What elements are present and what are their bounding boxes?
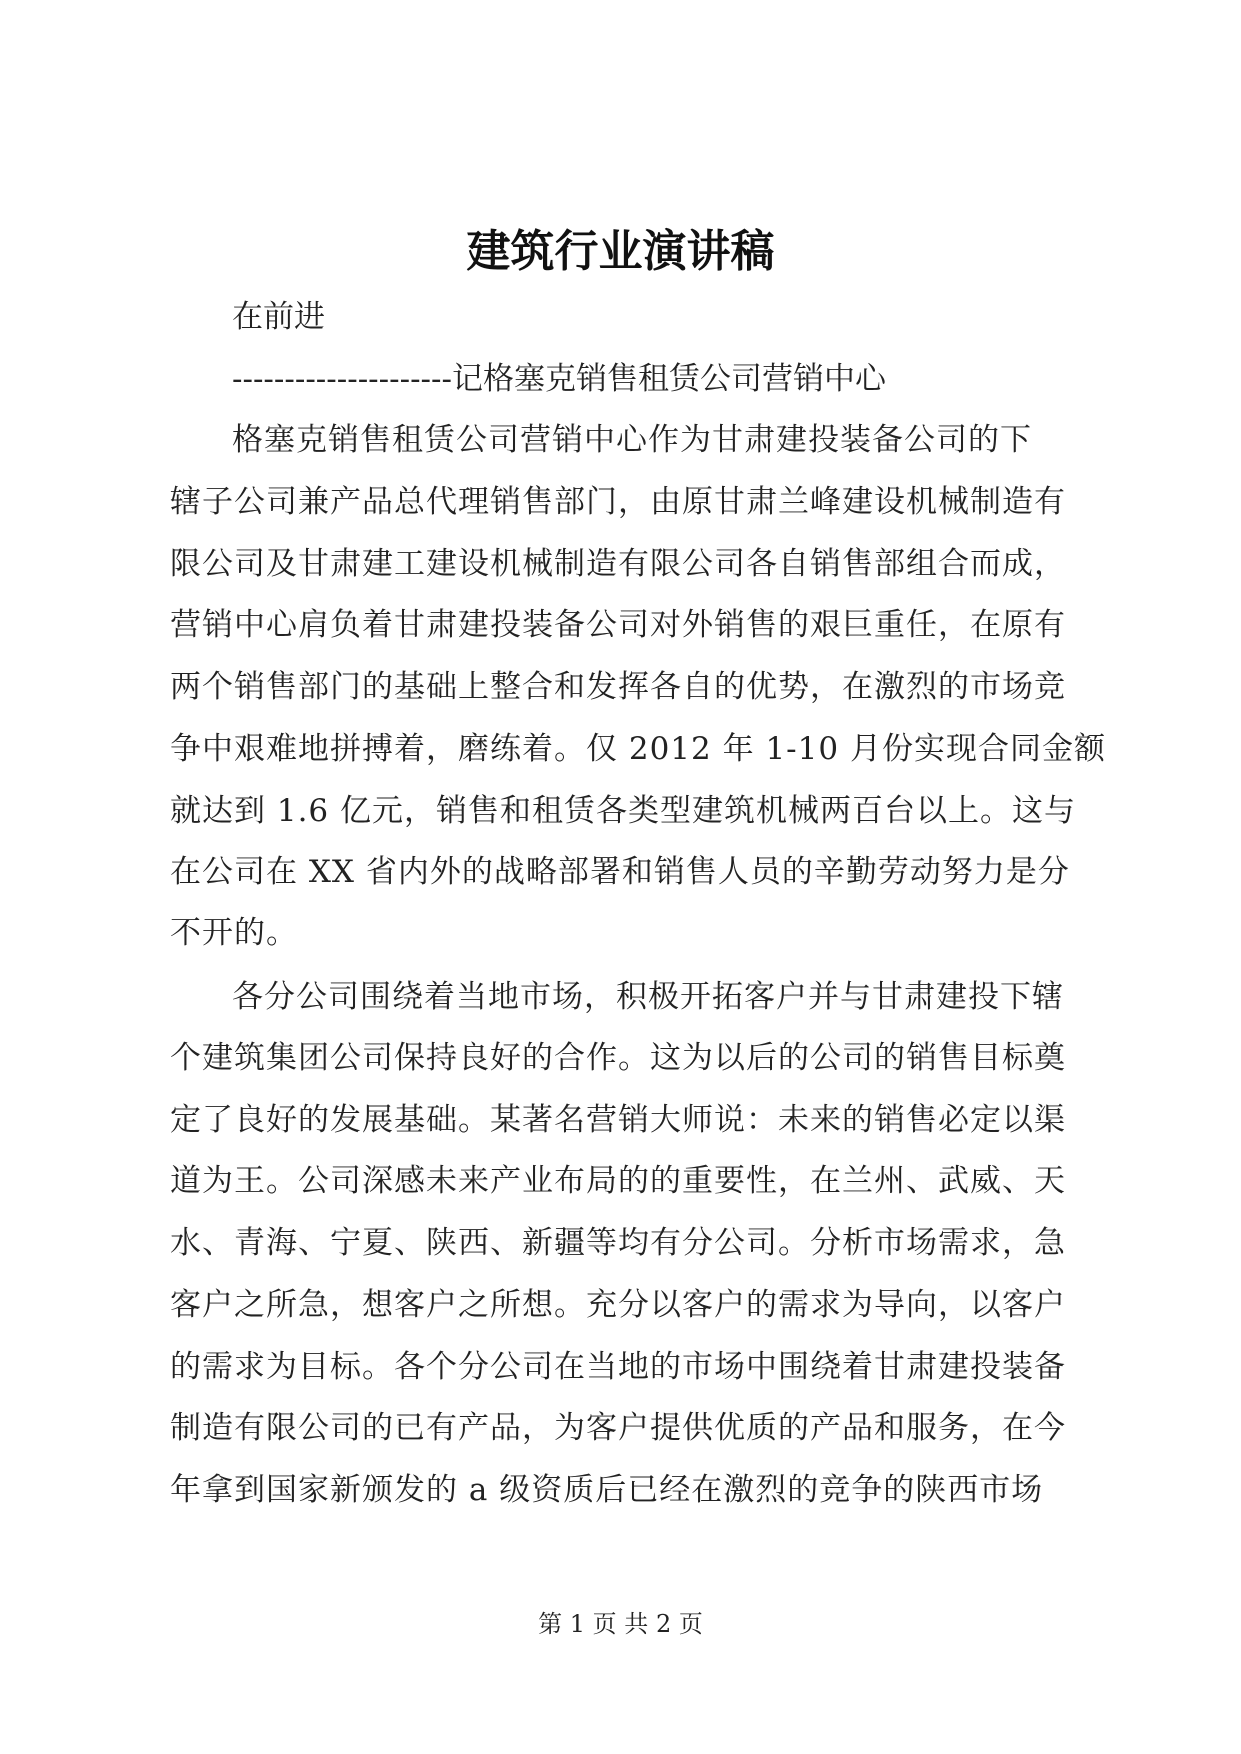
paragraph-line: 不开的。 — [170, 915, 298, 951]
paragraph-line: 限公司及甘肃建工建设机械制造有限公司各自销售部组合而成， — [170, 546, 1066, 582]
document-dedication: ---------------------记格塞克销售租赁公司营销中心 — [232, 361, 886, 397]
paragraph-line: 制造有限公司的已有产品，为客户提供优质的产品和服务，在今 — [170, 1410, 1066, 1446]
paragraph-line: 营销中心肩负着甘肃建投装备公司对外销售的艰巨重任，在原有 — [170, 607, 1066, 643]
paragraph-line: 在公司在 XX 省内外的战略部署和销售人员的辛勤劳动努力是分 — [170, 854, 1070, 890]
paragraph-line: 的需求为目标。各个分公司在当地的市场中围绕着甘肃建投装备 — [170, 1349, 1066, 1385]
paragraph-line: 格塞克销售租赁公司营销中心作为甘肃建投装备公司的下 — [232, 422, 1032, 458]
paragraph-line: 定了良好的发展基础。某著名营销大师说：未来的销售必定以渠 — [170, 1102, 1066, 1138]
page-footer: 第 1 页 共 2 页 — [538, 1610, 703, 1638]
paragraph-line: 水、青海、宁夏、陕西、新疆等均有分公司。分析市场需求，急 — [170, 1225, 1066, 1261]
paragraph-line: 辖子公司兼产品总代理销售部门，由原甘肃兰峰建设机械制造有 — [170, 484, 1066, 520]
paragraph-line: 就达到 1.6 亿元，销售和租赁各类型建筑机械两百台以上。这与 — [170, 793, 1077, 829]
paragraph-line: 年拿到国家新颁发的 a 级资质后已经在激烈的竞争的陕西市场 — [170, 1472, 1044, 1508]
paragraph-line: 两个销售部门的基础上整合和发挥各自的优势，在激烈的市场竞 — [170, 669, 1066, 705]
paragraph-line: 客户之所急，想客户之所想。充分以客户的需求为导向，以客户 — [170, 1287, 1066, 1323]
paragraph-line: 道为王。公司深感未来产业布局的的重要性，在兰州、武威、天 — [170, 1163, 1066, 1199]
paragraph-line: 争中艰难地拼搏着，磨练着。仅 2012 年 1-10 月份实现合同金额 — [170, 731, 1106, 767]
document-subheading: 在前进 — [232, 299, 325, 335]
paragraph-line: 各分公司围绕着当地市场，积极开拓客户并与甘肃建投下辖 — [232, 979, 1064, 1015]
paragraph-line: 个建筑集团公司保持良好的合作。这为以后的公司的销售目标奠 — [170, 1040, 1066, 1076]
document-title: 建筑行业演讲稿 — [466, 226, 775, 277]
